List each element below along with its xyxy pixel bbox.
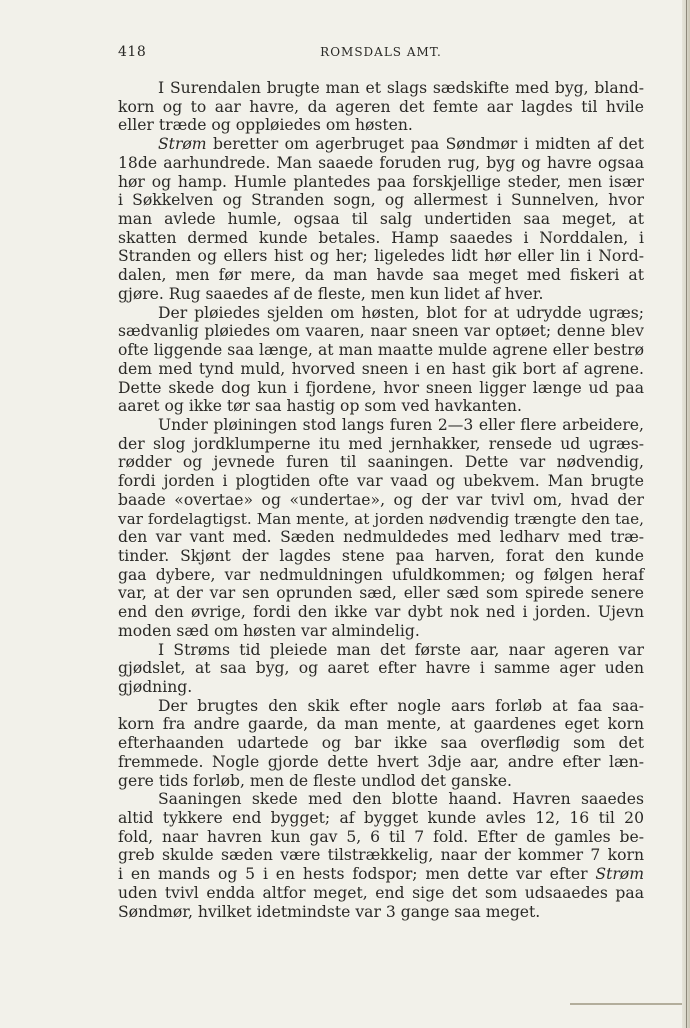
text-segment: gere tids forløb, men de fleste undlod det ganske. xyxy=(118,771,512,790)
text-segment: i en mands og 5 i en hests fodspor; men dette var efter xyxy=(118,865,596,884)
text-segment: var, at der var sen oprunden sæd, eller sæd som spirede senere xyxy=(118,584,644,603)
text-segment: aaret og ikke tør saa hastig op som ved havkanten. xyxy=(118,397,522,416)
text-line xyxy=(118,603,644,622)
text-segment: baade «overtae» og «undertae», og der var tvivl om, hvad der xyxy=(118,490,644,509)
text-segment: Der brugtes den skik efter nogle aars forløb at faa saa- xyxy=(158,696,644,715)
text-line xyxy=(118,697,644,716)
text-segment: den var vant med. Sæden nedmuldedes med ledharv med træ- xyxy=(118,528,644,547)
text-segment: dem med tynd muld, hvorved sneen i en hast gik bort af agrene. xyxy=(118,359,644,378)
text-line xyxy=(118,903,644,922)
text-line xyxy=(118,79,644,98)
text-line xyxy=(118,641,644,660)
text-segment: i Søkkelven og Stranden sogn, og allermest i Sunnelven, hvor xyxy=(118,191,644,210)
text-segment: 18de aarhundrede. Man saaede foruden rug, byg og havre ogsaa xyxy=(118,153,644,172)
text-line xyxy=(118,173,644,192)
text-segment: Under pløiningen stod langs furen 2—3 eller flere arbeidere, xyxy=(158,415,644,434)
text-line xyxy=(118,809,644,828)
text-line xyxy=(118,210,644,229)
text-segment: end den øvrige, fordi den ikke var dybt nok ned i jorden. Ujevn xyxy=(118,603,644,622)
italic-author-name: Strøm xyxy=(158,135,207,154)
text-segment: fordi jorden i plogtiden ofte var vaad og ubekvem. Man brugte xyxy=(118,472,644,491)
text-line xyxy=(118,734,644,753)
text-segment: beretter om agerbruget paa Søndmør i midten af det xyxy=(206,135,644,154)
text-segment: greb skulde sæden være tilstrækkelig, naar der kommer 7 korn xyxy=(118,846,644,865)
text-line xyxy=(118,510,644,529)
text-segment: rødder og jevnede furen til saaningen. Dette var nødvendig, xyxy=(118,453,644,472)
text-line xyxy=(118,116,644,135)
text-line xyxy=(118,266,644,285)
text-line xyxy=(118,678,644,697)
text-line xyxy=(118,715,644,734)
text-line xyxy=(118,322,644,341)
text-segment: var fordelagtigst. Man mente, at jorden nødvendig trængte den tae, xyxy=(118,509,644,528)
text-segment: Saaningen skede med den blotte haand. Havren saaedes xyxy=(158,790,644,809)
text-segment: Stranden og ellers hist og her; ligeledes lidt hør eller lin i Nord- xyxy=(118,247,644,266)
text-segment: moden sæd om høsten var almindelig. xyxy=(118,621,420,640)
text-segment: korn og to aar havre, da ageren det femte aar lagdes til hvile xyxy=(118,97,644,116)
text-segment: Dette skede dog kun i fjordene, hvor sneen ligger længe ud paa xyxy=(118,378,644,397)
text-line xyxy=(118,566,644,585)
text-line xyxy=(118,154,644,173)
italic-author-name: Strøm xyxy=(595,865,644,884)
text-segment: hør og hamp. Humle plantedes paa forskjellige steder, men især xyxy=(118,172,644,191)
text-line xyxy=(118,622,644,641)
text-line xyxy=(118,884,644,903)
text-segment: uden tvivl endda altfor meget, end sige det som udsaaedes paa xyxy=(118,883,644,902)
text-line xyxy=(118,865,644,884)
text-line xyxy=(118,247,644,266)
text-line xyxy=(118,229,644,248)
running-head: ROMSDALS AMT. xyxy=(320,45,442,59)
text-segment: ofte liggende saa længe, at man maatte mulde agrene eller bestrø xyxy=(118,341,644,360)
text-line xyxy=(118,753,644,772)
text-line xyxy=(118,191,644,210)
text-segment: skatten dermed kunde betales. Hamp saaedes i Norddalen, i xyxy=(118,228,644,247)
text-segment: man avlede humle, ogsaa til salg undertiden saa meget, at xyxy=(118,210,644,229)
text-segment: der slog jordklumperne itu med jernhakker, rensede ud ugræs- xyxy=(118,434,644,453)
text-line xyxy=(118,472,644,491)
text-segment: gaa dybere, var nedmuldningen ufuldkommen; og følgen heraf xyxy=(118,565,644,584)
text-line xyxy=(118,360,644,379)
text-segment: fold, naar havren kun gav 5, 6 til 7 fold. Efter de gamles be- xyxy=(118,827,644,846)
text-line xyxy=(118,528,644,547)
text-line xyxy=(118,135,644,154)
text-line xyxy=(118,453,644,472)
page-bottom-rule xyxy=(570,1003,682,1005)
text-segment: dalen, men før mere, da man havde saa meget med fiskeri at xyxy=(118,266,644,285)
text-line xyxy=(118,790,644,809)
text-segment: fremmede. Nogle gjorde dette hvert 3dje aar, andre efter læn- xyxy=(118,752,644,771)
text-segment: I Surendalen brugte man et slags sædskifte med byg, bland- xyxy=(158,79,644,97)
text-segment: gjødning. xyxy=(118,678,193,696)
text-segment: efterhaanden udartede og bar ikke saa overflødig som det xyxy=(118,734,644,753)
text-line xyxy=(118,584,644,603)
text-line xyxy=(118,341,644,360)
page-number: 418 xyxy=(118,44,147,60)
text-line xyxy=(118,379,644,398)
text-line xyxy=(118,491,644,510)
text-line xyxy=(118,547,644,566)
text-line xyxy=(118,772,644,791)
text-line xyxy=(118,828,644,847)
page-header xyxy=(118,44,644,64)
text-line xyxy=(118,659,644,678)
text-segment: Der pløiedes sjelden om høsten, blot for at udrydde ugræs; xyxy=(158,303,644,322)
text-segment: gjøre. Rug saaedes af de fleste, men kun lidet af hver. xyxy=(118,284,544,303)
text-segment: sædvanlig pløiedes om vaaren, naar sneen var optøet; denne blev xyxy=(118,322,644,341)
text-segment: tinder. Skjønt der lagdes stene paa harven, forat den kunde xyxy=(118,546,644,565)
text-segment: I Strøms tid pleiede man det første aar, naar ageren var xyxy=(158,640,644,659)
text-line xyxy=(118,304,644,323)
text-segment: korn fra andre gaarde, da man mente, at gaardenes eget korn xyxy=(118,715,644,734)
text-segment: altid tykkere end bygget; af bygget kunde avles 12, 16 til 20 xyxy=(118,809,644,828)
text-line xyxy=(118,397,644,416)
text-segment: Søndmør, hvilket idetmindste var 3 gange saa meget. xyxy=(118,902,541,921)
text-line xyxy=(118,98,644,117)
text-line xyxy=(118,846,644,865)
text-line xyxy=(118,435,644,454)
text-segment: eller træde og oppløiedes om høsten. xyxy=(118,116,413,135)
text-segment: gjødslet, at saa byg, og aaret efter havre i samme ager uden xyxy=(118,659,644,678)
text-line xyxy=(118,416,644,435)
text-line xyxy=(118,285,644,304)
page-edge xyxy=(682,0,690,1028)
body-text xyxy=(118,79,644,921)
